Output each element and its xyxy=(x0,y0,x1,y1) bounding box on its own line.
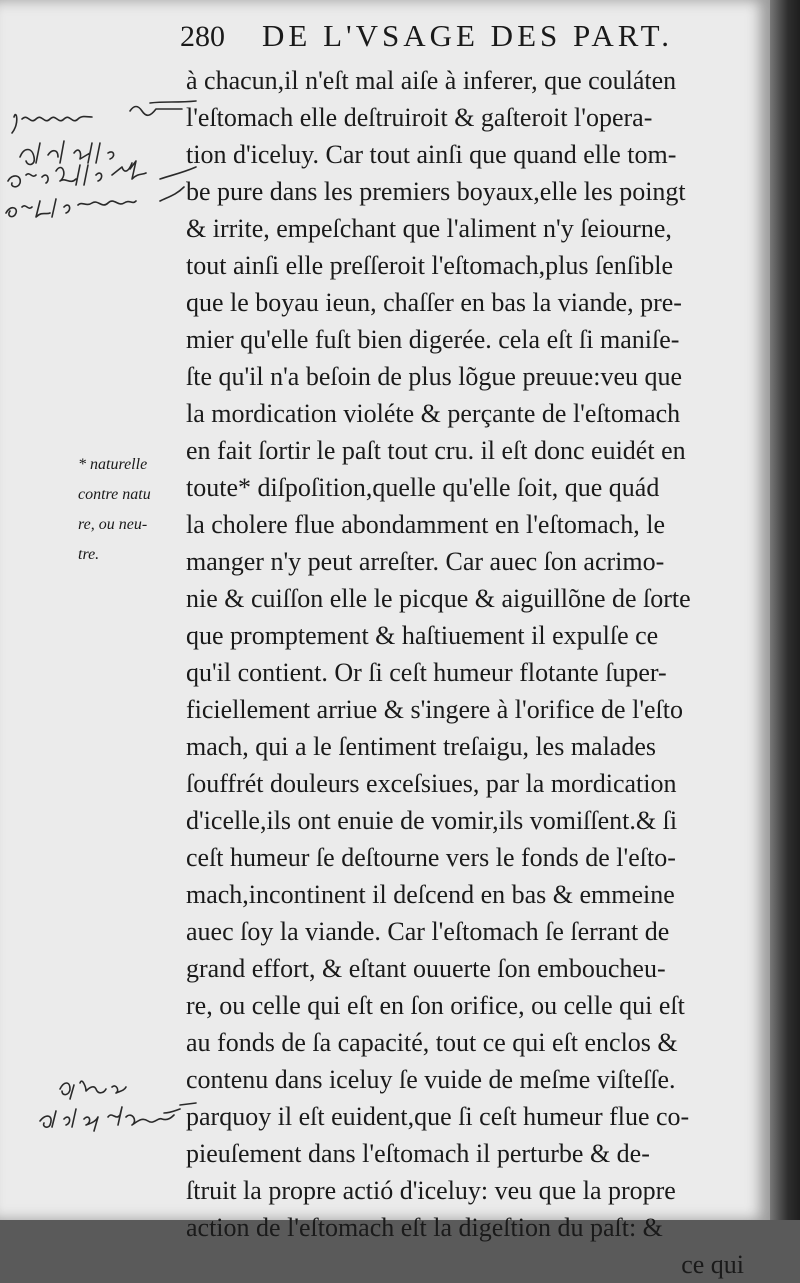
text-line: parquoy il eſt euident,que ſi ceſt humeur flue co- xyxy=(186,1102,690,1131)
page-number: 280 xyxy=(180,20,225,53)
text-line: mach,incontinent il deſcend en bas & emmeine xyxy=(186,880,675,909)
text-line: que promptement & haſtiuement il expulſe ce xyxy=(186,621,659,650)
margin-note-line: re, ou neu- xyxy=(78,516,148,533)
text-line: contenu dans iceluy ſe vuide de meſme viſteſſe. xyxy=(186,1065,676,1094)
text-line: re, ou celle qui eſt en ſon orifice, ou celle qui eſt xyxy=(186,991,685,1020)
text-line: & irrite, empeſchant que l'aliment n'y ſeiourne, xyxy=(186,214,672,243)
margin-note-line: tre. xyxy=(78,546,100,563)
text-line: à chacun,il n'eſt mal aiſe à inferer, que couláten xyxy=(186,66,677,95)
body-text xyxy=(186,62,766,1283)
printed-margin-note xyxy=(78,450,188,570)
catchword: ce qui xyxy=(681,1250,744,1279)
margin-note-line: contre natu xyxy=(78,486,151,503)
text-line: action de l'eſtomach eſt la digeſtion du paſt: & xyxy=(186,1213,663,1242)
text-line: ſouffrét douleurs exceſsiues, par la mordication xyxy=(186,769,677,798)
running-title: DE L'VSAGE DES PART. xyxy=(262,18,673,53)
text-line: toute* diſpoſition,quelle qu'elle ſoit, que quád xyxy=(186,473,660,502)
text-line: be pure dans les premiers boyaux,elle les poingt xyxy=(186,177,686,206)
text-line: qu'il contient. Or ſi ceſt humeur flotante ſuper- xyxy=(186,658,667,687)
text-line: nie & cuiſſon elle le picque & aiguillõne de ſorte xyxy=(186,584,691,613)
text-line: auec ſoy la viande. Car l'eſtomach ſe ſerrant de xyxy=(186,917,670,946)
text-line: tout ainſi elle preſſeroit l'eſtomach,plus ſenſible xyxy=(186,251,673,280)
handwritten-annotation-bottom xyxy=(30,1075,200,1155)
text-line: ſte qu'il n'a beſoin de plus lõgue preuue:veu que xyxy=(186,362,683,391)
text-line: ficiellement arriue & s'ingere à l'orifice de l'eſto xyxy=(186,695,683,724)
text-line: l'eſtomach elle deſtruiroit & gaſteroit l'opera- xyxy=(186,103,653,132)
text-line: ſtruit la propre actió d'iceluy: veu que la propre xyxy=(186,1176,676,1205)
text-line: en fait ſortir le paſt tout cru. il eſt donc euidét en xyxy=(186,436,686,465)
text-line: que le boyau ieun, chaſſer en bas la viande, pre- xyxy=(186,288,682,317)
text-line: tion d'iceluy. Car tout ainſi que quand elle tom- xyxy=(186,140,677,169)
handwritten-annotation-top xyxy=(0,95,200,225)
text-line: mach, qui a le ſentiment treſaigu, les malades xyxy=(186,732,657,761)
text-line: mier qu'elle fuſt bien digerée. cela eſt ſi maniſe- xyxy=(186,325,680,354)
text-line: ceſt humeur ſe deſtourne vers le fonds de l'eſto- xyxy=(186,843,676,872)
text-line: grand effort, & eſtant ouuerte ſon emboucheu- xyxy=(186,954,666,983)
page-header xyxy=(180,18,740,58)
text-line: pieuſement dans l'eſtomach il perturbe & de- xyxy=(186,1139,650,1168)
book-spine-edge xyxy=(770,0,800,1220)
text-line: d'icelle,ils ont enuie de vomir,ils vomiſſent.& ſi xyxy=(186,806,678,835)
text-line: au fonds de ſa capacité, tout ce qui eſt enclos & xyxy=(186,1028,678,1057)
text-line: manger n'y peut arreſter. Car auec ſon acrimo- xyxy=(186,547,665,576)
text-line: la mordication violéte & perçante de l'eſtomach xyxy=(186,399,681,428)
margin-note-line: * naturelle xyxy=(78,456,148,473)
text-line: la cholere flue abondamment en l'eſtomach, le xyxy=(186,510,665,539)
